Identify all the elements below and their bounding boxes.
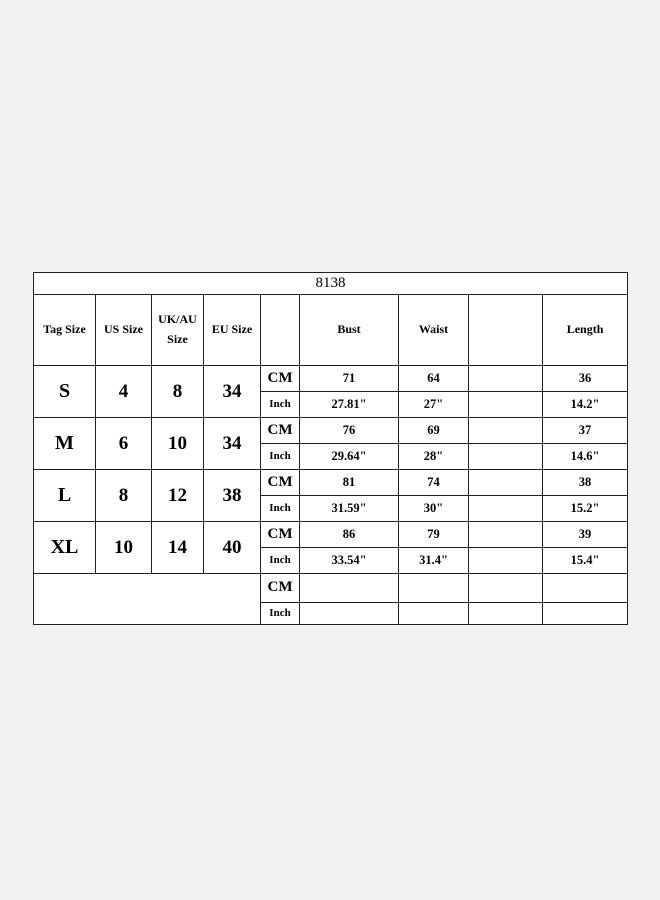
tag-size-cell: XL bbox=[34, 522, 96, 574]
blank-cm-row bbox=[34, 574, 628, 603]
uk-au-size-cell: 12 bbox=[152, 470, 204, 522]
unit-cm-label: CM bbox=[261, 522, 300, 548]
length-inch-cell: 14.6" bbox=[543, 444, 628, 470]
blank-size-cell bbox=[34, 574, 261, 625]
tag-size-cell: L bbox=[34, 470, 96, 522]
extra-inch-cell bbox=[469, 392, 543, 418]
table-row-cm bbox=[34, 418, 628, 444]
bust-inch-cell: 29.64" bbox=[300, 444, 399, 470]
eu-size-cell: 34 bbox=[204, 366, 261, 418]
waist-inch-cell: 30" bbox=[399, 496, 469, 522]
waist-inch-cell: 27" bbox=[399, 392, 469, 418]
uk-au-size-cell: 14 bbox=[152, 522, 204, 574]
eu-size-cell: 34 bbox=[204, 418, 261, 470]
uk-au-size-cell: 10 bbox=[152, 418, 204, 470]
tag-size-cell: M bbox=[34, 418, 96, 470]
blank-cell bbox=[300, 603, 399, 625]
length-cm-cell: 36 bbox=[543, 366, 628, 392]
length-inch-cell: 14.2" bbox=[543, 392, 628, 418]
length-inch-cell: 15.2" bbox=[543, 496, 628, 522]
waist-cm-cell: 74 bbox=[399, 470, 469, 496]
header-uk-au-line2: Size bbox=[167, 332, 188, 346]
bust-cm-cell: 71 bbox=[300, 366, 399, 392]
unit-inch-label: Inch bbox=[261, 548, 300, 574]
header-waist: Waist bbox=[399, 295, 469, 366]
extra-cm-cell bbox=[469, 418, 543, 444]
length-cm-cell: 38 bbox=[543, 470, 628, 496]
blank-cell bbox=[543, 574, 628, 603]
eu-size-cell: 40 bbox=[204, 522, 261, 574]
us-size-cell: 10 bbox=[96, 522, 152, 574]
blank-cell bbox=[399, 574, 469, 603]
size-chart-table bbox=[33, 272, 628, 625]
length-inch-cell: 15.4" bbox=[543, 548, 628, 574]
header-eu-size: EU Size bbox=[204, 295, 261, 366]
header-length: Length bbox=[543, 295, 628, 366]
header-empty bbox=[469, 295, 543, 366]
blank-cell bbox=[300, 574, 399, 603]
unit-inch-label: Inch bbox=[261, 444, 300, 470]
table-title: 8138 bbox=[34, 273, 628, 295]
table-row-cm bbox=[34, 470, 628, 496]
length-cm-cell: 39 bbox=[543, 522, 628, 548]
bust-cm-cell: 76 bbox=[300, 418, 399, 444]
waist-cm-cell: 79 bbox=[399, 522, 469, 548]
unit-inch-label: Inch bbox=[261, 603, 300, 625]
unit-inch-label: Inch bbox=[261, 496, 300, 522]
bust-cm-cell: 81 bbox=[300, 470, 399, 496]
unit-cm-label: CM bbox=[261, 366, 300, 392]
bust-inch-cell: 33.54" bbox=[300, 548, 399, 574]
extra-cm-cell bbox=[469, 366, 543, 392]
us-size-cell: 4 bbox=[96, 366, 152, 418]
table-row-cm bbox=[34, 366, 628, 392]
table-row-cm bbox=[34, 522, 628, 548]
header-uk-au-size bbox=[152, 295, 204, 366]
bust-inch-cell: 27.81" bbox=[300, 392, 399, 418]
blank-cell bbox=[469, 574, 543, 603]
bust-inch-cell: 31.59" bbox=[300, 496, 399, 522]
us-size-cell: 8 bbox=[96, 470, 152, 522]
bust-cm-cell: 86 bbox=[300, 522, 399, 548]
header-uk-au-line1: UK/AU bbox=[158, 312, 197, 327]
header-bust: Bust bbox=[300, 295, 399, 366]
header-unit bbox=[261, 295, 300, 366]
eu-size-cell: 38 bbox=[204, 470, 261, 522]
extra-inch-cell bbox=[469, 548, 543, 574]
us-size-cell: 6 bbox=[96, 418, 152, 470]
unit-cm-label: CM bbox=[261, 574, 300, 603]
waist-inch-cell: 28" bbox=[399, 444, 469, 470]
blank-cell bbox=[469, 603, 543, 625]
blank-cell bbox=[543, 603, 628, 625]
extra-inch-cell bbox=[469, 444, 543, 470]
waist-cm-cell: 69 bbox=[399, 418, 469, 444]
uk-au-size-cell: 8 bbox=[152, 366, 204, 418]
extra-inch-cell bbox=[469, 496, 543, 522]
header-tag-size: Tag Size bbox=[34, 295, 96, 366]
header-us-size: US Size bbox=[96, 295, 152, 366]
extra-cm-cell bbox=[469, 470, 543, 496]
blank-cell bbox=[399, 603, 469, 625]
extra-cm-cell bbox=[469, 522, 543, 548]
waist-cm-cell: 64 bbox=[399, 366, 469, 392]
unit-inch-label: Inch bbox=[261, 392, 300, 418]
header-row bbox=[34, 295, 628, 366]
length-cm-cell: 37 bbox=[543, 418, 628, 444]
unit-cm-label: CM bbox=[261, 418, 300, 444]
tag-size-cell: S bbox=[34, 366, 96, 418]
waist-inch-cell: 31.4" bbox=[399, 548, 469, 574]
unit-cm-label: CM bbox=[261, 470, 300, 496]
